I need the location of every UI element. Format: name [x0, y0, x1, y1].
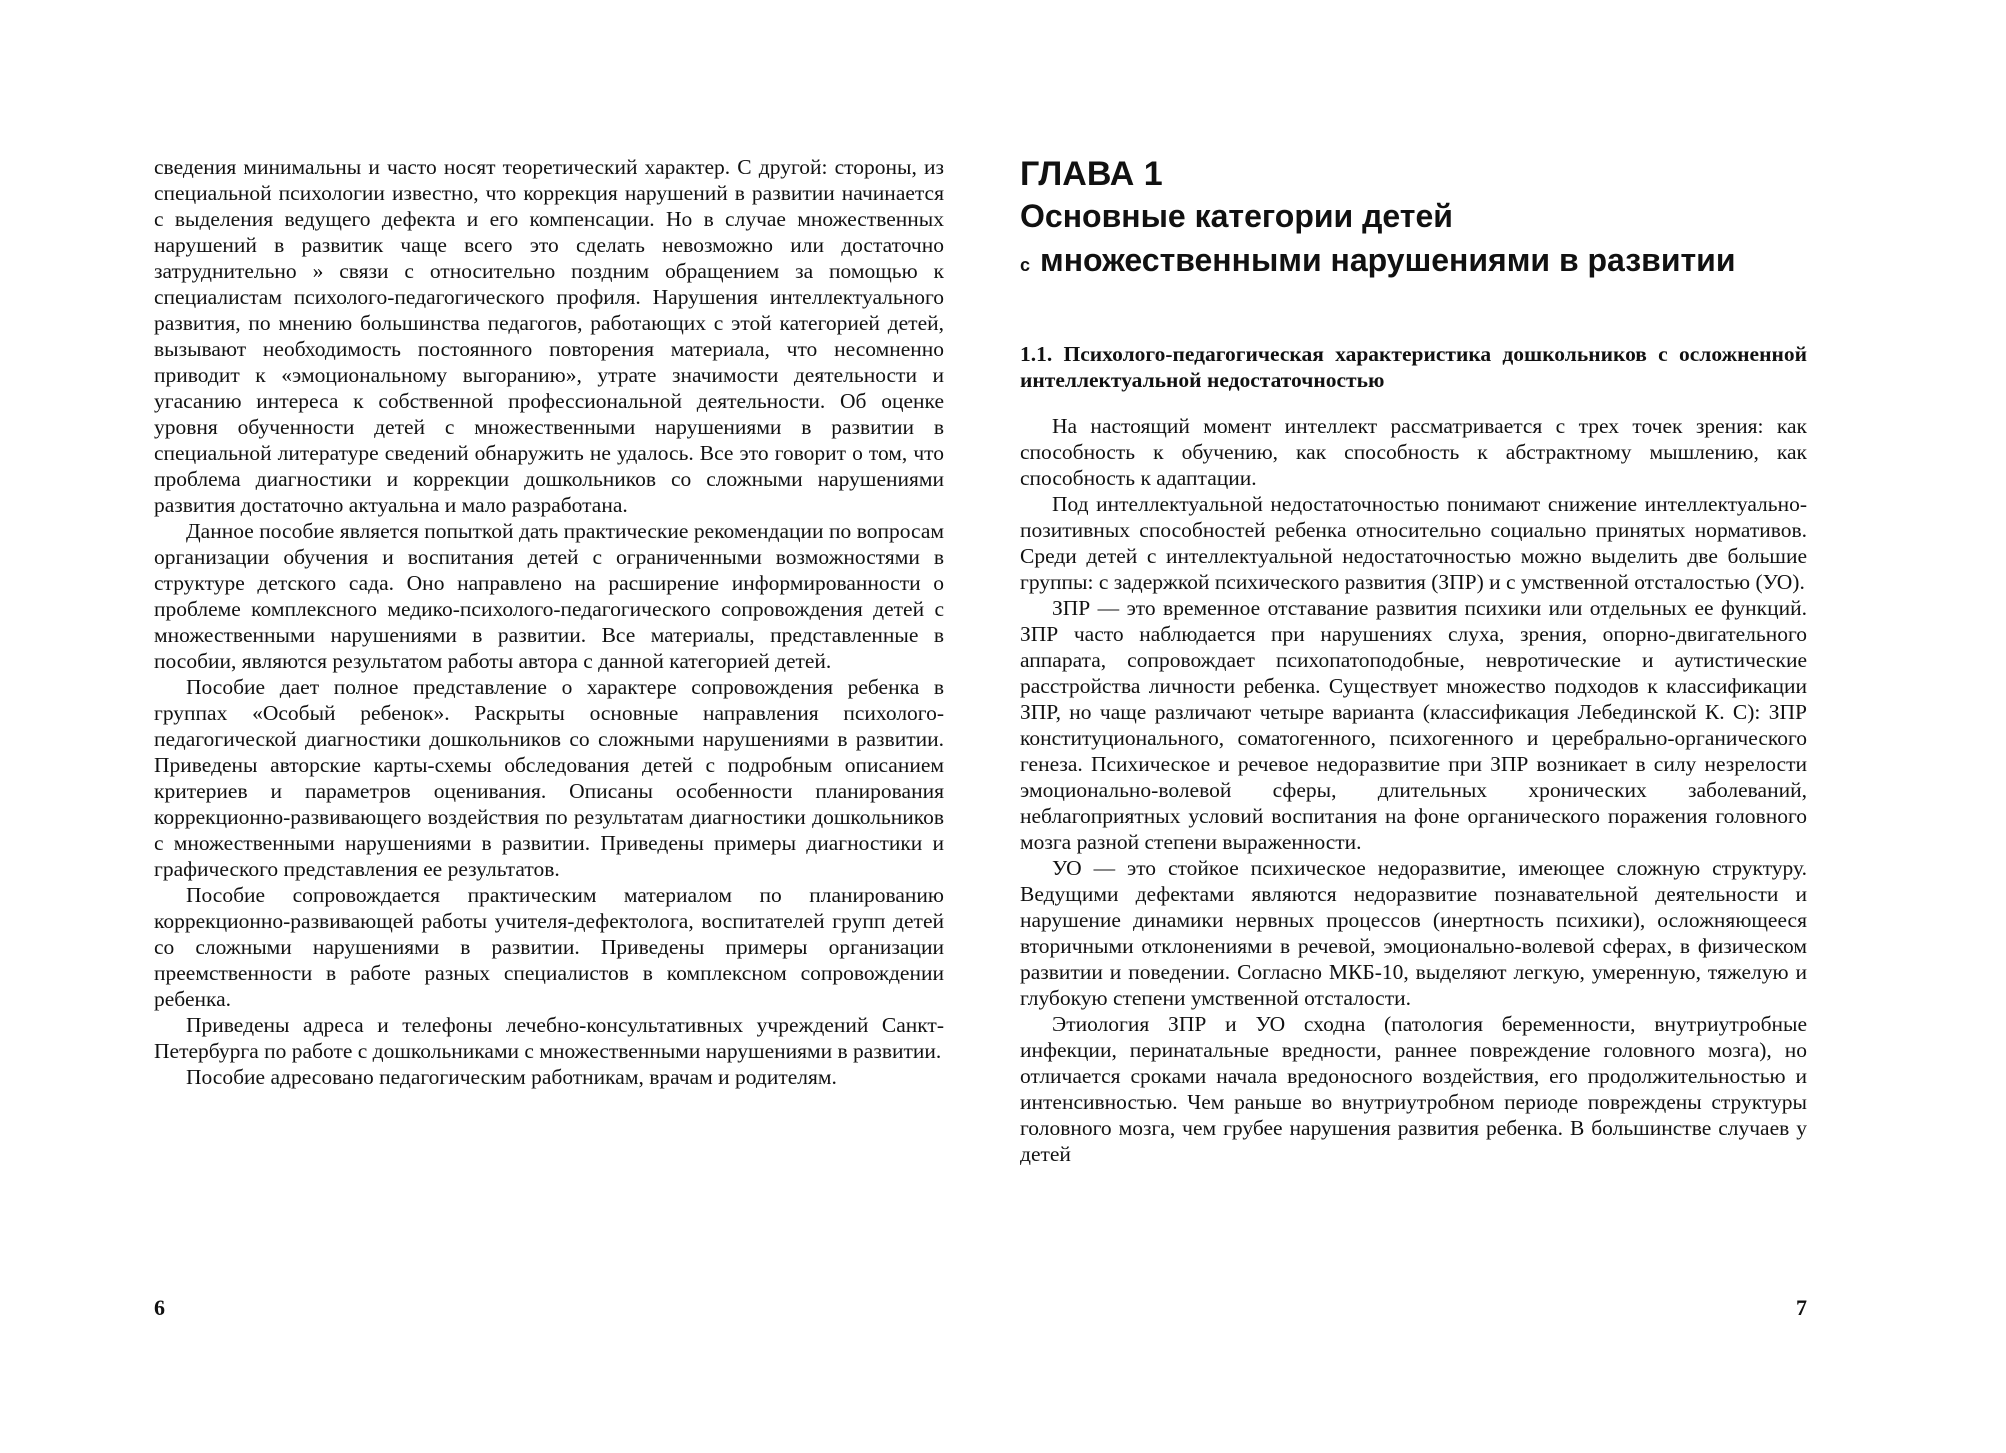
chapter-title-line1: Основные категории детей: [1020, 198, 1453, 234]
left-page-text: [154, 154, 944, 1090]
paragraph: Пособие дает полное представление о характере сопровождения ребенка в группах «Особый ребенок». Раскрыты основные направления психолого-педагогической диагностики дошкольников со сложными нарушениями в развитии. Приведены авторские карты-схемы обследования детей с подробным описанием критериев и параметров оценивания. Описаны особенности планирования коррекционно-развивающего воздействия по результатам диагностики дошкольников с множественными нарушениями в развитии. Приведены примеры диагностики и графического представления ее результатов.: [154, 675, 944, 881]
page-number: 6: [154, 1295, 165, 1320]
paragraph: Данное пособие является попыткой дать практические рекомендации по вопросам организации обучения и воспитания детей с ограниченными возможностями в структуре детского сада. Оно направлено на расширение информированности о проблеме комплексного медико-психолого-педагогического сопровождения детей с множественными нарушениями в развитии. Все материалы, представленные в пособии, являются результатом работы автора с данной категорией детей.: [154, 519, 944, 673]
chapter-title-line2: множественными нарушениями в развитии: [1040, 242, 1736, 278]
paragraph: Пособие сопровождается практическим материалом по планированию коррекционно-развивающей работы учителя-дефектолога, воспитателей групп детей со сложными нарушениями в развитии. Приведены примеры организации преемственности в работе разных специалистов в комплексном сопровождении ребенка.: [154, 883, 944, 1011]
paragraph: Под интеллектуальной недостаточностью понимают снижение интеллектуально-позитивных способностей ребенка относительно социально принятых нормативов. Среди детей с интеллектуальной недостаточностью можно выделить две большие группы: с задержкой психического развития (ЗПР) и с умственной отсталостью (УО).: [1020, 492, 1807, 594]
paragraph: ЗПР — это временное отставание развития психики или отдельных ее функций. ЗПР часто наблюдается при нарушениях слуха, зрения, опорно-двигательного аппарата, сопровождает психопатоподобные, невротические и аутистические расстройства личности ребенка. Существует множество подходов к классификации ЗПР, но чаще различают четыре варианта (классификация Лебединской К. С): ЗПР конституционального, соматогенного, психогенного и церебрально-органического генеза. Психическое и речевое недоразвитие при ЗПР возникает в силу незрелости эмоционально-волевой сферы, длительных хронических заболеваний, неблагоприятных условий воспитания на фоне органического поражения головного мозга разной степени выраженности.: [1020, 596, 1807, 854]
paragraph: УО — это стойкое психическое недоразвитие, имеющее сложную структуру. Ведущими дефектами являются недоразвитие познавательной деятельности и нарушение динамики нервных процессов (инертность психики), осложняющееся вторичными отклонениями в речевой, эмоционально-волевой сферах, в физическом развитии и поведении. Согласно МКБ-10, выделяют легкую, умеренную, тяжелую и глубокую степени умственной отсталости.: [1020, 856, 1807, 1010]
paragraph: Пособие адресовано педагогическим работникам, врачам и родителям.: [186, 1065, 837, 1089]
page-number: 7: [1796, 1295, 1807, 1320]
paragraph: Приведены адреса и телефоны лечебно-консультативных учреждений Санкт-Петербурга по работе с дошкольниками с множественными нарушениями в развитии.: [154, 1013, 944, 1063]
chapter-label: ГЛАВА 1: [1020, 155, 1163, 193]
section-title: 1.1. Психолого-педагогическая характеристика дошкольников с осложненной интеллектуальной недостаточностью: [1020, 342, 1807, 392]
paragraph: сведения минимальны и часто носят теоретический характер. С другой: стороны, из специальной психологии известно, что коррекция нарушений в развитии начинается с выделения ведущего дефекта и его компенсации. Но в случае множественных нарушений в развитик чаще всего это сделать невозможно или достаточно затруднительно » связи с относительно поздним обращением за помощью к специалистам психолого-педагогического профиля. Нарушения интеллектуального развития, по мнению большинства педагогов, работающих с этой категорией детей, вызывают необходимость постоянного повторения материала, что несомненно приводит к «эмоциональному выгоранию», утрате значимости деятельности и угасанию интереса к собственной профессиональной деятельности. Об оценке уровня обученности детей с множественными нарушениями в развитии в специальной литературе сведений обнаружить не удалось. Все это говорит о том, что проблема диагностики и коррекции дошкольников со сложными нарушениями развития достаточно актуальна и мало разработана.: [154, 155, 944, 517]
right-page-text: [1020, 154, 1807, 1167]
paragraph: Этиология ЗПР и УО сходна (патология беременности, внутриутробные инфекции, перинатальные вредности, раннее повреждение головного мозга), но отличается сроками начала вредоносного воздействия, его продолжительностью и интенсивностью. Чем раньше во внутриутробном периоде повреждены структуры головного мозга, чем грубее нарушения развития ребенка. В большинстве случаев у детей: [1020, 1012, 1807, 1166]
paragraph: На настоящий момент интеллект рассматривается с трех точек зрения: как способность к обучению, как способность к абстрактному мышлению, как способность к адаптации.: [1020, 414, 1807, 490]
chapter-title-prefix: с: [1020, 255, 1031, 275]
chapter-title: [1020, 194, 1807, 287]
right-page: [1003, 0, 2006, 1453]
